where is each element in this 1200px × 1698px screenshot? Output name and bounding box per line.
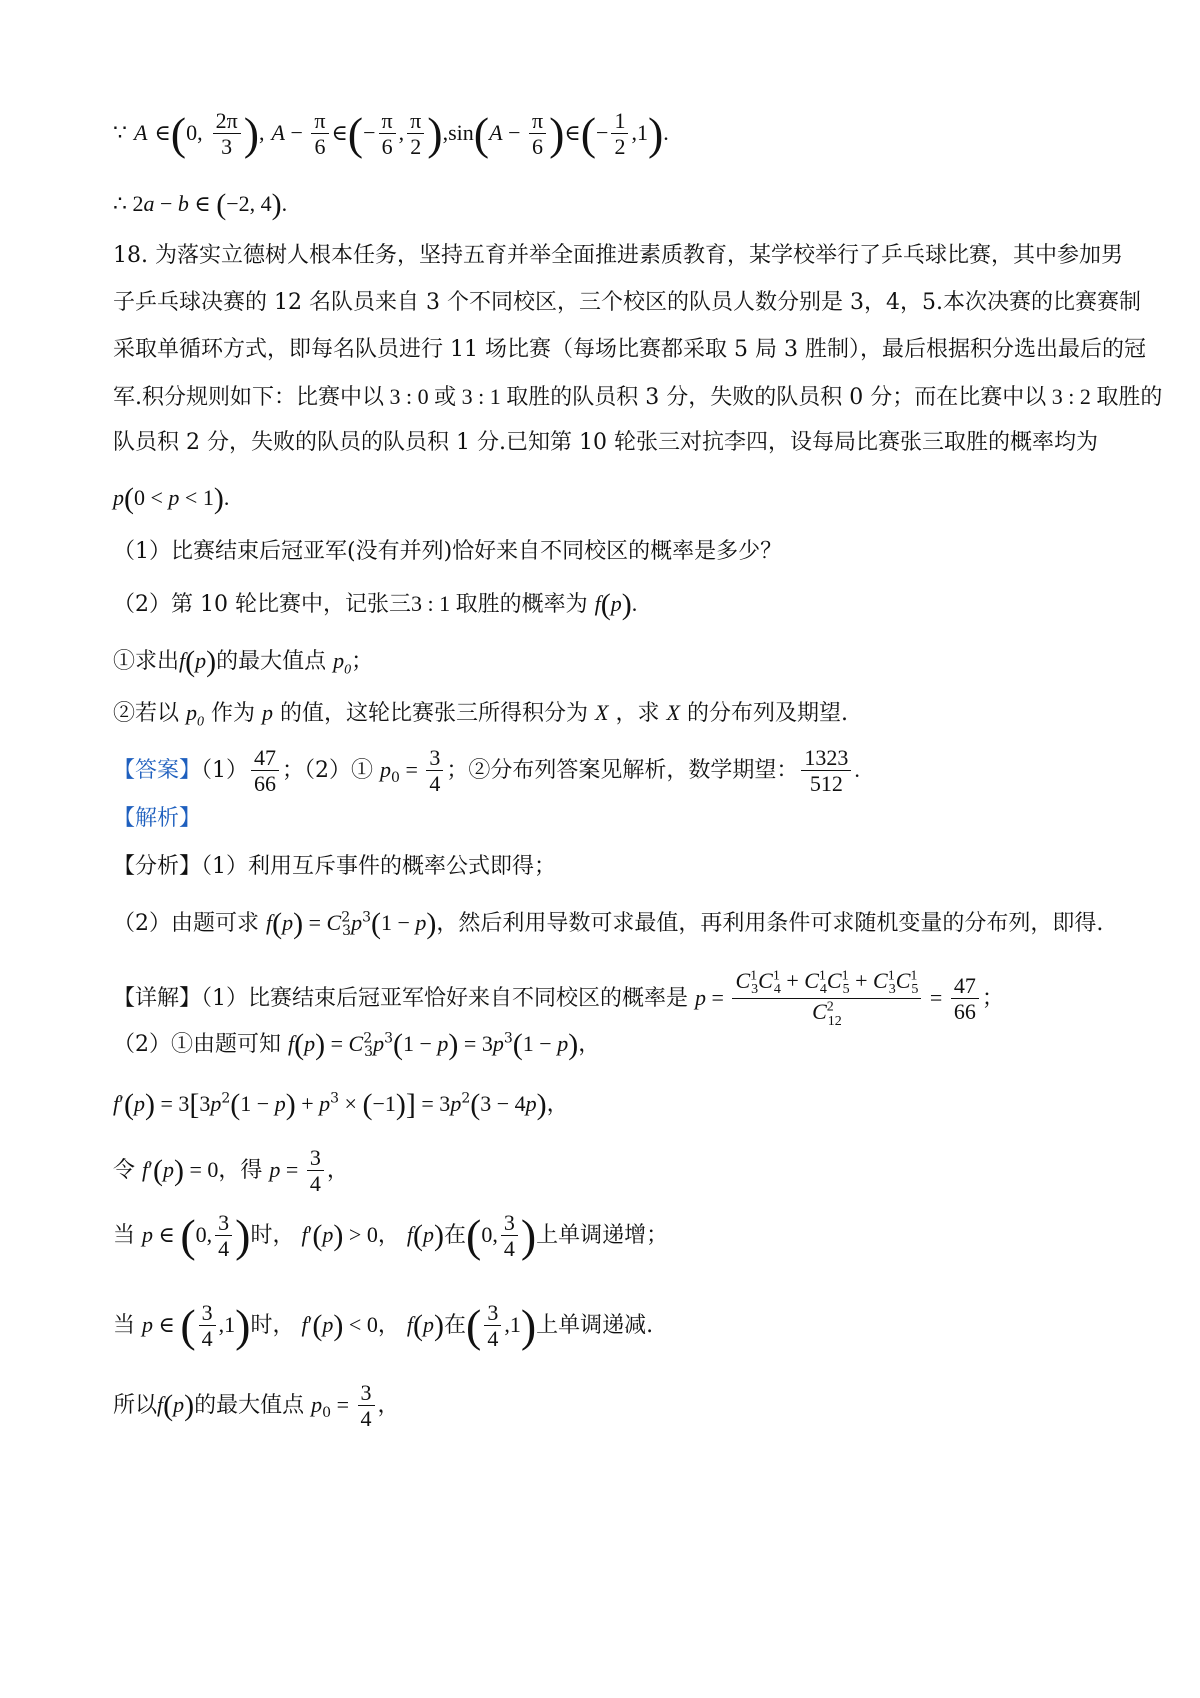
problem-text-line-1: 18. 为落实立德树人根本任务，坚持五育并举全面推进素质教育，某学校举行了乒乓球比赛，其中参加男 [113,243,1123,268]
question-2-part-2: ②若以 $p_0$ 作为 p 的值，这轮比赛张三所得积分为 X ，求 X 的分布列及期望. [113,700,848,730]
problem-text-line-5: 队员积 2 分，失败的队员的队员积 1 分.已知第 10 轮张三对抗李四，设每局比赛张三取胜的概率均为 [113,430,1098,455]
max-point-line: 所以f(p)的最大值点 $p_0$ = $\frac{3}{4}$ ， [113,1380,400,1432]
problem-text-line-6: p(0 < p < 1). [113,482,230,515]
critical-point-line: 令 f′(p) = 0，得 p = $\frac{3}{4}$ ， [113,1145,349,1197]
answer-line: 【答案】（1） $\frac{47}{66}$ ；（2）① $p_0$ = $\frac{3}{4}$ ；②分布列答案见解析，数学期望： $\frac{1323}{512}$ . [113,745,860,797]
question-2: （2）第 10 轮比赛中，记张三3 : 1 取胜的概率为 f(p). [113,588,638,621]
problem-text-line-3: 采取单循环方式，即每名队员进行 11 场比赛（每场比赛都采取 5 局 3 胜制），最后根据积分选出最后的冠 [113,337,1146,362]
analysis-line-1: 【分析】（1）利用互斥事件的概率公式即得； [113,854,557,879]
math-line-angle-range: ∵ A ∈(0, $\frac{2\pi}{3}$ ), A − $\frac{\pi}{6}$ ∈(− $\frac{\pi}{6}$ , $\frac{\pi}{2}$ ),sin(A − $\frac{\pi}{6}$ )∈(− $\frac{1}{2}$ ,1). [113,107,669,160]
math-line-conclusion: ∴ 2a − b ∈ (−2, 4). [113,188,288,221]
analysis-line-2: （2）由题可求 $f(p) = C^2_3p^3(1 - p)$，然后利用导数可求最值，再利用条件可求随机变量的分布列，即得. [113,907,1104,940]
detail-line-1: 【详解】（1）比赛结束后冠亚军恰好来自不同校区的概率是 p = $\frac{C^1_3C^1_4 + C^1_4C^1_5 + C^1_3C^1_5}{C^2_{12}}$ = $\frac{47}{66}$ ； [113,968,1004,1029]
decreasing-interval-line: 当 p ∈ ( $\frac{3}{4}$ ,1)时， f′(p) < 0， f(p)在( $\frac{3}{4}$ ,1)上单调递减. [113,1299,654,1352]
detail-line-2: （2）①由题可知 $f(p) = C^2_3p^3(1 - p) = 3p^3(1 - p)$， [113,1028,601,1061]
answer-tag: 【答案】 [113,757,202,783]
increasing-interval-line: 当 p ∈ (0, $\frac{3}{4}$ )时， f′(p) > 0， f(p)在(0, $\frac{3}{4}$ )上单调递增； [113,1209,669,1262]
question-2-part-1: ①求出f(p)的最大值点 $p_0$； [113,645,374,678]
problem-text-line-4: 军.积分规则如下：比赛中以 3 : 0 或 3 : 1 取胜的队员积 3 分，失败的队员积 0 分；而在比赛中以 3 : 2 取胜的 [113,384,1163,410]
question-1: （1）比赛结束后冠亚军(没有并列)恰好来自不同校区的概率是多少？ [113,539,783,564]
analysis-tag: 【解析】 [113,806,202,831]
derivative-line: $f'(p) = 3[3p^2(1 - p) + p^3 \times (-1)] = 3p^2(3 - 4p)$， [113,1088,569,1121]
problem-text-line-2: 子乒乓球决赛的 12 名队员来自 3 个不同校区，三个校区的队员人数分别是 3，4，5.本次决赛的比赛赛制 [113,290,1141,315]
